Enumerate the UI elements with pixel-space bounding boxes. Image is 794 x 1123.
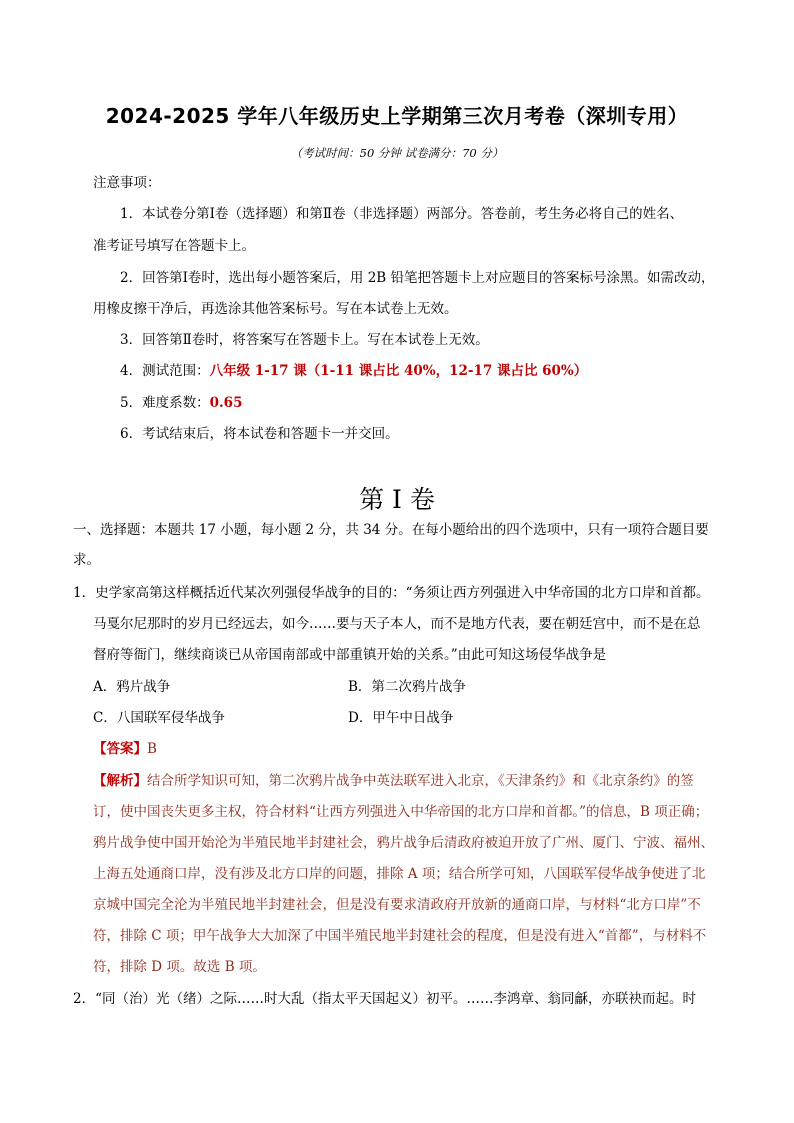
q1-option-a: A．鸦片战争 (93, 679, 171, 695)
q1-analysis-line-5: 京城中国完全沦为半殖民地半封建社会，但是没有要求清政府开放新的通商口岸，与材料“北方口岸”不 (93, 897, 701, 913)
page-title: 2024-2025 学年八年级历史上学期第三次月考卷（深圳专用） (105, 104, 689, 128)
notes-heading: 注意事项： (93, 175, 161, 191)
section-intro-line-2: 求。 (73, 552, 100, 568)
q1-analysis-line-4: 上海五处通商口岸，没有涉及北方口岸的问题，排除 A 项；结合所学可知，八国联军侵华战争使进了北 (93, 866, 706, 882)
analysis-text-1: 结合所学知识可知，第二次鸦片战争中英法联军进入北京，《天津条约》和《北京条约》的签 (147, 773, 694, 789)
section-intro-line-1: 一、选择题：本题共 17 小题，每小题 2 分，共 34 分。在每小题给出的四个选项中，只有一项符合题目要 (73, 522, 709, 538)
note-item-6: 6．考试结束后，将本试卷和答题卡一并交回。 (120, 426, 399, 442)
note-item-3: 3．回答第Ⅱ卷时，将答案写在答题卡上。写在本试卷上无效。 (120, 332, 489, 348)
q1-option-c: C．八国联军侵华战争 (93, 710, 225, 726)
answer-tag: 【答案】 (93, 741, 147, 757)
difficulty-value: 0.65 (209, 395, 243, 411)
q1-analysis-line-3: 鸦片战争使中国开始沦为半殖民地半封建社会，鸦片战争后清政府被迫开放了广州、厦门、宁波、福州、 (93, 835, 714, 851)
note-item-2-line-2: 用橡皮擦干净后，再选涂其他答案标号。写在本试卷上无效。 (93, 301, 458, 317)
analysis-tag: 【解析】 (93, 773, 147, 789)
note-item-1-line-2: 准考证号填写在答题卡上。 (93, 238, 255, 254)
q1-answer (93, 739, 157, 759)
note-item-5 (120, 393, 242, 413)
q1-stem-line-3: 督府等衙门，继续商谈已从帝国南部或中部重镇开始的关系。”由此可知这场侵华战争是 (93, 647, 607, 663)
q1-option-d: D．甲午中日战争 (348, 710, 454, 726)
q1-analysis-line-1 (93, 771, 694, 791)
note-item-2-line-1: 2．回答第Ⅰ卷时，选出每小题答案后，用 2B 铅笔把答题卡上对应题目的答案标号涂黑。如需改动， (120, 270, 715, 286)
q1-option-b: B．第二次鸦片战争 (348, 679, 466, 695)
q1-analysis-line-7: 符，排除 D 项。故选 B 项。 (93, 959, 266, 975)
q2-stem-line-1: 2．“同（治）光（绪）之际……时大乱（指太平天国起义）初平。……李鸿章、翁同龢，亦联袂而起。时 (73, 991, 696, 1007)
note-item-5-prefix: 5．难度系数： (120, 395, 210, 411)
section-title: 第 I 卷 (359, 485, 435, 514)
answer-value: B (147, 741, 157, 757)
note-item-1-line-1: 1．本试卷分第Ⅰ卷（选择题）和第Ⅱ卷（非选择题）两部分。答卷前，考生务必将自己的姓名、 (120, 206, 684, 222)
q1-analysis-line-6: 符，排除 C 项；甲午战争大大加深了中国半殖民地半封建社会的程度，但是没有进入“首都”，与材料不 (93, 928, 707, 944)
exam-info: （考试时间：50 分钟 试卷满分：70 分） (290, 146, 504, 160)
q1-stem-line-1: 1．史学家高第这样概括近代某次列强侵华战争的目的：“务须让西方列强进入中华帝国的北方口岸和首都。 (73, 585, 710, 601)
note-item-4-prefix: 4．测试范围： (120, 363, 210, 379)
note-item-4 (120, 361, 587, 381)
q1-analysis-line-2: 订，使中国丧失更多主权，符合材料“让西方列强进入中华帝国的北方口岸和首都。”的信息，B 项正确； (93, 804, 709, 820)
test-scope: 八年级 1-17 课（1-11 课占比 40%，12-17 课占比 60%） (209, 363, 588, 379)
q1-stem-line-2: 马戛尔尼那时的岁月已经远去，如今……要与天子本人，而不是地方代表，要在朝廷宫中，而不是在总 (93, 616, 701, 632)
